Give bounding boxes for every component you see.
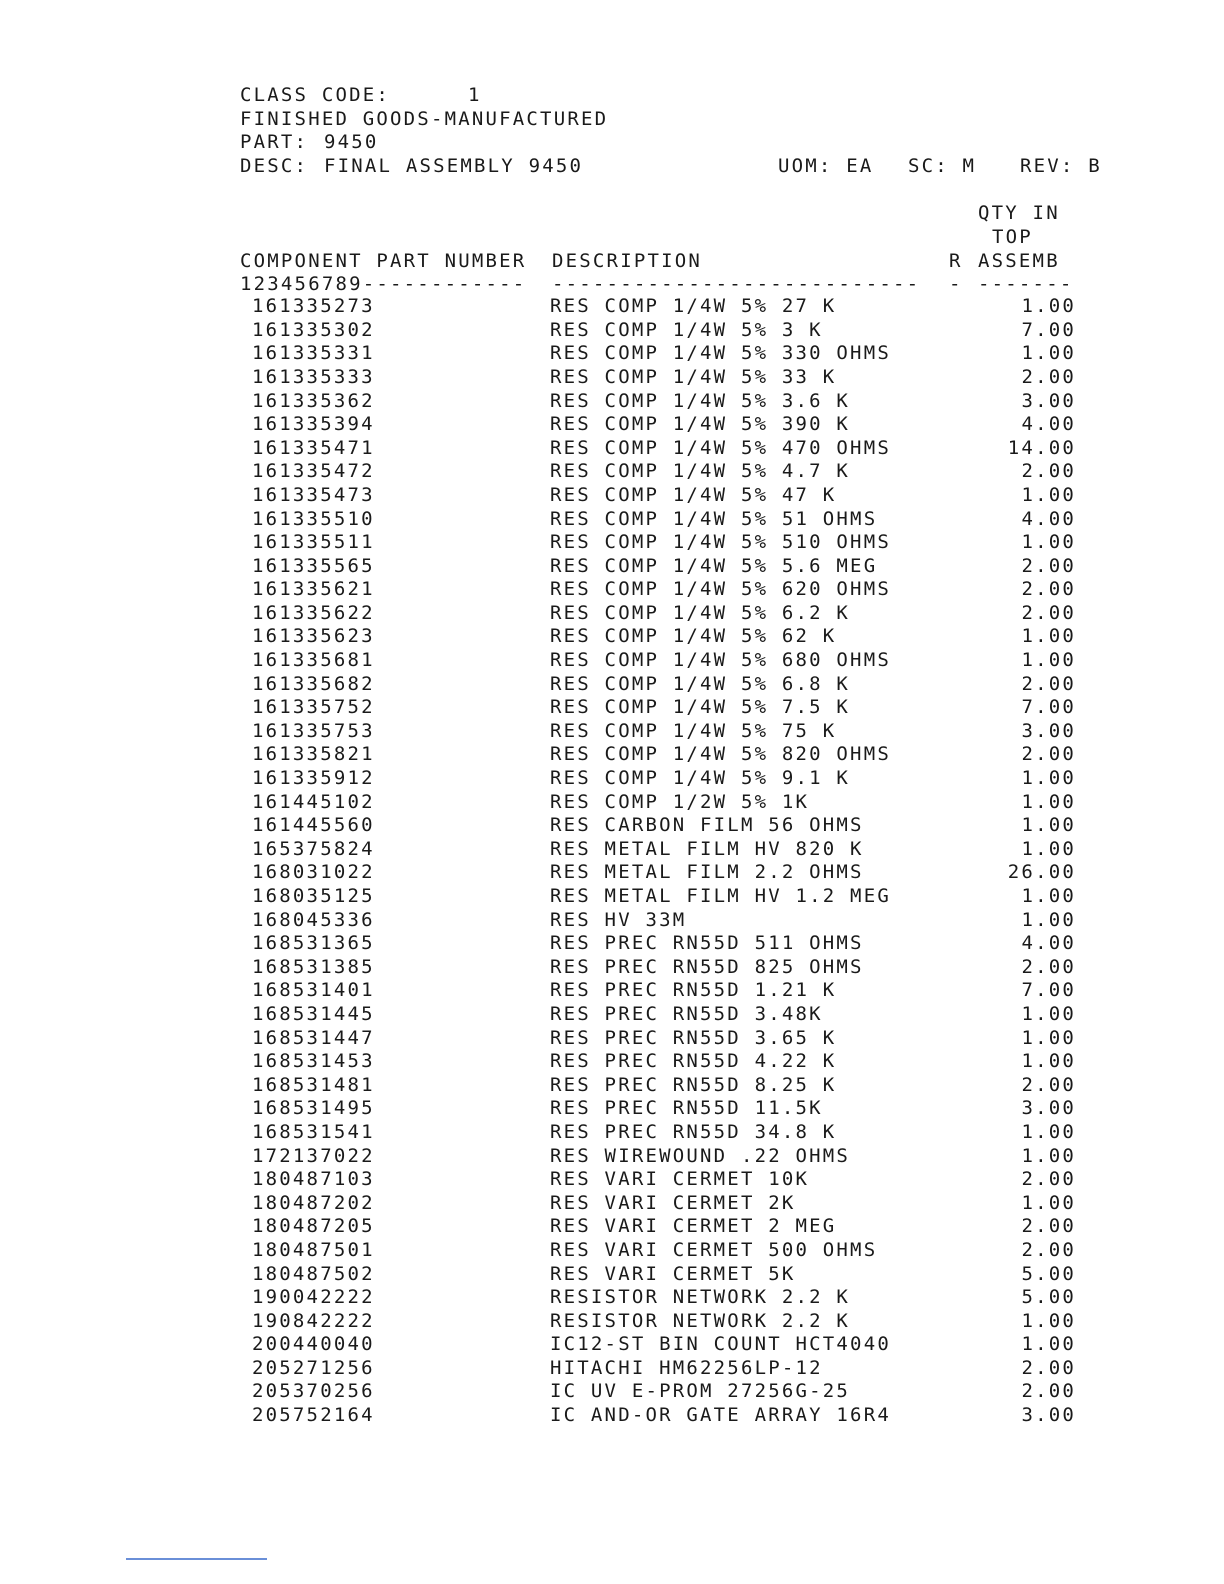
part-number: 168531481: [252, 1073, 375, 1096]
qty-header-line2: TOP: [992, 225, 1033, 248]
table-row: [240, 1121, 1120, 1145]
table-row: [240, 743, 1120, 767]
desc-line: [240, 155, 1120, 179]
part-line: [240, 131, 1120, 155]
quantity: 1.00: [1021, 814, 1076, 837]
quantity: 4.00: [1021, 932, 1076, 955]
part-number: 161335753: [252, 719, 375, 742]
quantity: 1.00: [1021, 1002, 1076, 1025]
quantity: 1.00: [1021, 1144, 1076, 1167]
quantity: 26.00: [1007, 861, 1076, 884]
part-number: 161335362: [252, 389, 375, 412]
quantity: 2.00: [1021, 554, 1076, 577]
table-row: [240, 460, 1120, 484]
rev-field: REV: B: [1020, 154, 1102, 177]
part-number-header: COMPONENT PART NUMBER: [240, 249, 527, 272]
quantity: 2.00: [1021, 365, 1076, 388]
table-row: [240, 1168, 1120, 1192]
description: RES COMP 1/4W 5% 4.7 K: [550, 460, 851, 483]
table-row: [240, 413, 1120, 437]
sc-field: SC: M: [908, 154, 977, 177]
table-row: [240, 932, 1120, 956]
part-number: 161335510: [252, 507, 375, 530]
part-number: 161445102: [252, 790, 375, 813]
description: RES VARI CERMET 500 OHMS: [550, 1238, 878, 1261]
description: RES VARI CERMET 2K: [550, 1191, 796, 1214]
table-row: [240, 342, 1120, 366]
part-number: 168531365: [252, 932, 375, 955]
quantity: 1.00: [1021, 908, 1076, 931]
description: RES COMP 1/4W 5% 75 K: [550, 719, 837, 742]
description: RES METAL FILM HV 820 K: [550, 837, 864, 860]
description: RES COMP 1/4W 5% 6.2 K: [550, 601, 851, 624]
table-row: [240, 956, 1120, 980]
description: RES COMP 1/4W 5% 6.8 K: [550, 672, 851, 695]
table-row: [240, 1404, 1120, 1428]
rule-part: 123456789------------: [240, 273, 527, 296]
quantity: 14.00: [1007, 436, 1076, 459]
quantity: 2.00: [1021, 1356, 1076, 1379]
rule-r: -: [949, 273, 963, 296]
part-number: 180487103: [252, 1168, 375, 1191]
quantity: 2.00: [1021, 1073, 1076, 1096]
quantity: 2.00: [1021, 1215, 1076, 1238]
table-row: [240, 1357, 1120, 1381]
description: RES COMP 1/4W 5% 470 OHMS: [550, 436, 891, 459]
part-number: 161335333: [252, 365, 375, 388]
description-header: DESCRIPTION: [552, 249, 703, 272]
table-row: [240, 484, 1120, 508]
part-number: 161335565: [252, 554, 375, 577]
r-header: R: [949, 249, 963, 272]
table-row: [240, 1097, 1120, 1121]
part-number: 161335682: [252, 672, 375, 695]
part-number: 180487202: [252, 1191, 375, 1214]
quantity: 3.00: [1021, 719, 1076, 742]
part-number: 161335821: [252, 743, 375, 766]
table-row: [240, 649, 1120, 673]
table-row: [240, 838, 1120, 862]
description: RES PREC RN55D 1.21 K: [550, 979, 837, 1002]
description: HITACHI HM62256LP-12: [550, 1356, 823, 1379]
class-code-value: 1: [468, 84, 482, 106]
table-row: [240, 555, 1120, 579]
table-row: [240, 885, 1120, 909]
part-number: 172137022: [252, 1144, 375, 1167]
table-row: [240, 814, 1120, 838]
description: RES COMP 1/4W 5% 620 OHMS: [550, 578, 891, 601]
quantity: 2.00: [1021, 672, 1076, 695]
part-number: 168531447: [252, 1026, 375, 1049]
description: RES COMP 1/4W 5% 510 OHMS: [550, 531, 891, 554]
description: RES PREC RN55D 11.5K: [550, 1097, 823, 1120]
part-number: 161335621: [252, 578, 375, 601]
part-number: 168045336: [252, 908, 375, 931]
description: RES COMP 1/4W 5% 3 K: [550, 318, 823, 341]
table-row: [240, 508, 1120, 532]
description: RES COMP 1/4W 5% 820 OHMS: [550, 743, 891, 766]
part-number: 161445560: [252, 814, 375, 837]
part-number: 168531401: [252, 979, 375, 1002]
table-row: [240, 861, 1120, 885]
part-number: 168531495: [252, 1097, 375, 1120]
part-number: 168531541: [252, 1120, 375, 1143]
part-number: 205752164: [252, 1404, 375, 1427]
table-row: [240, 1286, 1120, 1310]
part-number: 190042222: [252, 1286, 375, 1309]
quantity: 2.00: [1021, 743, 1076, 766]
column-header-3: [240, 250, 1120, 274]
quantity: 1.00: [1021, 1120, 1076, 1143]
part-number: 205370256: [252, 1380, 375, 1403]
quantity: 1.00: [1021, 837, 1076, 860]
description: RES COMP 1/4W 5% 9.1 K: [550, 767, 851, 790]
table-row: [240, 319, 1120, 343]
part-number: 161335752: [252, 696, 375, 719]
quantity: 3.00: [1021, 1097, 1076, 1120]
description: IC UV E-PROM 27256G-25: [550, 1380, 851, 1403]
description: RES HV 33M: [550, 908, 687, 931]
desc-value: FINAL ASSEMBLY 9450: [324, 154, 584, 177]
part-number: 161335273: [252, 295, 375, 318]
table-row: [240, 979, 1120, 1003]
quantity: 2.00: [1021, 578, 1076, 601]
description: RES COMP 1/4W 5% 27 K: [550, 295, 837, 318]
part-number: 200440040: [252, 1333, 375, 1356]
table-row: [240, 1145, 1120, 1169]
description: RES PREC RN55D 3.65 K: [550, 1026, 837, 1049]
quantity: 2.00: [1021, 460, 1076, 483]
part-number: 161335471: [252, 436, 375, 459]
part-number: 161335912: [252, 767, 375, 790]
part-number: 168531453: [252, 1050, 375, 1073]
part-number: 161335472: [252, 460, 375, 483]
quantity: 7.00: [1021, 979, 1076, 1002]
quantity: 1.00: [1021, 1050, 1076, 1073]
part-number: 168531385: [252, 955, 375, 978]
part-number: 161335623: [252, 625, 375, 648]
quantity: 1.00: [1021, 767, 1076, 790]
part-number: 161335331: [252, 342, 375, 365]
description: IC12-ST BIN COUNT HCT4040: [550, 1333, 891, 1356]
part-number: 168031022: [252, 861, 375, 884]
quantity: 5.00: [1021, 1286, 1076, 1309]
description: RES COMP 1/4W 5% 51 OHMS: [550, 507, 878, 530]
description: RES PREC RN55D 34.8 K: [550, 1120, 837, 1143]
table-row: [240, 767, 1120, 791]
description: RESISTOR NETWORK 2.2 K: [550, 1309, 851, 1332]
table-row: [240, 602, 1120, 626]
part-number: 180487501: [252, 1238, 375, 1261]
table-row: [240, 791, 1120, 815]
description: RES COMP 1/4W 5% 5.6 MEG: [550, 554, 878, 577]
footer-rule: [126, 1558, 267, 1560]
quantity: 1.00: [1021, 342, 1076, 365]
description: RES COMP 1/4W 5% 33 K: [550, 365, 837, 388]
quantity: 7.00: [1021, 696, 1076, 719]
quantity: 4.00: [1021, 507, 1076, 530]
table-row: [240, 1003, 1120, 1027]
quantity: 3.00: [1021, 1404, 1076, 1427]
quantity: 1.00: [1021, 790, 1076, 813]
component-list: [240, 295, 1120, 1428]
table-row: [240, 720, 1120, 744]
quantity: 1.00: [1021, 1333, 1076, 1356]
table-row: [240, 1215, 1120, 1239]
description: RES COMP 1/4W 5% 3.6 K: [550, 389, 851, 412]
quantity: 5.00: [1021, 1262, 1076, 1285]
quantity: 1.00: [1021, 531, 1076, 554]
description: RES VARI CERMET 5K: [550, 1262, 796, 1285]
description: RES COMP 1/4W 5% 680 OHMS: [550, 649, 891, 672]
quantity: 1.00: [1021, 649, 1076, 672]
description: RES WIREWOUND .22 OHMS: [550, 1144, 851, 1167]
description: RES COMP 1/4W 5% 390 K: [550, 413, 851, 436]
quantity: 2.00: [1021, 1238, 1076, 1261]
rule-qty: -------: [978, 273, 1074, 296]
quantity: 2.00: [1021, 601, 1076, 624]
bom-report: [240, 84, 1120, 1428]
quantity: 2.00: [1021, 1168, 1076, 1191]
part-number: 190842222: [252, 1309, 375, 1332]
desc-label: DESC:: [240, 154, 309, 177]
quantity: 1.00: [1021, 483, 1076, 506]
description: RES PREC RN55D 825 OHMS: [550, 955, 864, 978]
table-row: [240, 1239, 1120, 1263]
header-rule: [240, 273, 1120, 295]
description: RES COMP 1/4W 5% 62 K: [550, 625, 837, 648]
rule-desc: ---------------------------: [552, 273, 921, 296]
table-row: [240, 696, 1120, 720]
part-value: 9450: [324, 131, 379, 154]
part-number: 161335622: [252, 601, 375, 624]
description: RES PREC RN55D 4.22 K: [550, 1050, 837, 1073]
quantity: 2.00: [1021, 1380, 1076, 1403]
quantity: 4.00: [1021, 413, 1076, 436]
quantity: 2.00: [1021, 955, 1076, 978]
part-number: 165375824: [252, 837, 375, 860]
part-number: 161335302: [252, 318, 375, 341]
description: RES COMP 1/4W 5% 47 K: [550, 483, 837, 506]
quantity: 1.00: [1021, 625, 1076, 648]
description: RES COMP 1/4W 5% 330 OHMS: [550, 342, 891, 365]
description: RES CARBON FILM 56 OHMS: [550, 814, 864, 837]
table-row: [240, 295, 1120, 319]
table-row: [240, 1050, 1120, 1074]
quantity: 1.00: [1021, 1191, 1076, 1214]
class-name-line: [240, 108, 1120, 132]
quantity: 7.00: [1021, 318, 1076, 341]
description: RES PREC RN55D 3.48K: [550, 1002, 823, 1025]
class-code-line: [240, 84, 1120, 108]
table-row: [240, 1192, 1120, 1216]
table-row: [240, 437, 1120, 461]
description: RES PREC RN55D 511 OHMS: [550, 932, 864, 955]
table-row: [240, 1027, 1120, 1051]
description: RES COMP 1/4W 5% 7.5 K: [550, 696, 851, 719]
quantity: 1.00: [1021, 1309, 1076, 1332]
part-number: 161335394: [252, 413, 375, 436]
part-number: 161335681: [252, 649, 375, 672]
part-number: 205271256: [252, 1356, 375, 1379]
qty-header-line3: ASSEMB: [978, 249, 1060, 272]
description: RES VARI CERMET 2 MEG: [550, 1215, 837, 1238]
quantity: 1.00: [1021, 1026, 1076, 1049]
description: RES PREC RN55D 8.25 K: [550, 1073, 837, 1096]
part-number: 161335511: [252, 531, 375, 554]
spacer: [240, 178, 1120, 202]
part-number: 168531445: [252, 1002, 375, 1025]
table-row: [240, 531, 1120, 555]
part-number: 161335473: [252, 483, 375, 506]
part-number: 168035125: [252, 885, 375, 907]
part-number: 180487205: [252, 1215, 375, 1238]
description: RES COMP 1/2W 5% 1K: [550, 790, 810, 813]
quantity: 1.00: [1021, 885, 1076, 907]
table-row: [240, 390, 1120, 414]
table-row: [240, 1310, 1120, 1334]
uom-field: UOM: EA: [778, 154, 874, 177]
part-number: 180487502: [252, 1262, 375, 1285]
table-row: [240, 1263, 1120, 1287]
column-header-1: [240, 202, 1120, 226]
class-name: FINISHED GOODS-MANUFACTURED: [240, 107, 609, 130]
description: RES VARI CERMET 10K: [550, 1168, 810, 1191]
class-code-label: CLASS CODE:: [240, 84, 391, 106]
table-row: [240, 673, 1120, 697]
table-row: [240, 1333, 1120, 1357]
description: RESISTOR NETWORK 2.2 K: [550, 1286, 851, 1309]
description: IC AND-OR GATE ARRAY 16R4: [550, 1404, 891, 1427]
table-row: [240, 1380, 1120, 1404]
table-row: [240, 1074, 1120, 1098]
table-row: [240, 366, 1120, 390]
column-header-2: [240, 226, 1120, 250]
table-row: [240, 578, 1120, 602]
quantity: 1.00: [1021, 295, 1076, 318]
part-label: PART:: [240, 131, 309, 154]
table-row: [240, 625, 1120, 649]
qty-header-line1: QTY IN: [978, 202, 1060, 225]
description: RES METAL FILM HV 1.2 MEG: [550, 885, 891, 907]
quantity: 3.00: [1021, 389, 1076, 412]
table-row: [240, 909, 1120, 933]
description: RES METAL FILM 2.2 OHMS: [550, 861, 864, 884]
